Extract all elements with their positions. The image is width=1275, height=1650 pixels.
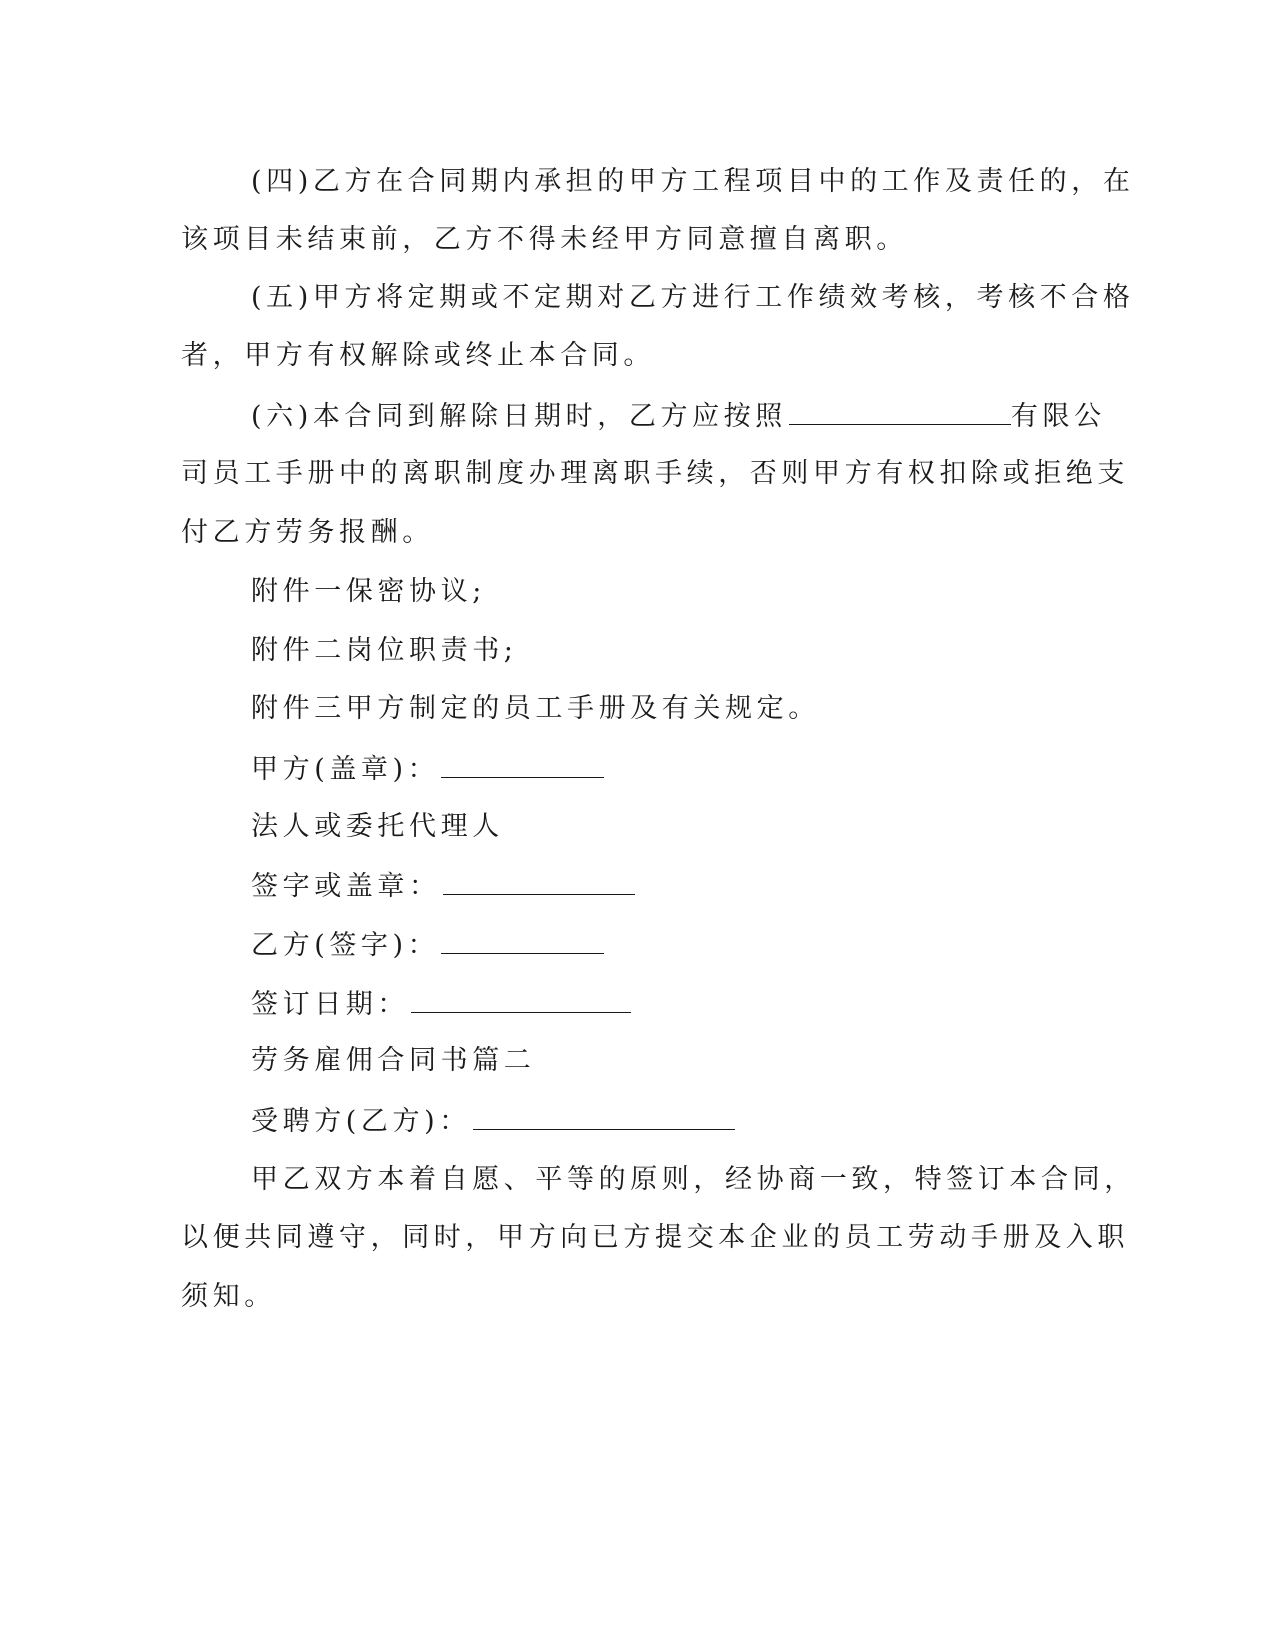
paragraph-6-line-1 [251, 396, 1275, 436]
sign-date-line [251, 984, 1275, 1024]
party-a-seal-blank[interactable] [441, 749, 604, 778]
party-a-label: 甲方(盖章)： [251, 754, 440, 785]
paragraph-4-line-1: (四)乙方在合同期内承担的甲方工程项目中的工作及责任的，在 [251, 166, 1135, 197]
paragraph-6-line-1-text-b: 有限公 [1010, 401, 1106, 432]
legal-representative-label: 法人或委托代理人 [251, 811, 504, 842]
attachment-2: 附件二岗位职责书; [251, 635, 518, 666]
party-b-sign-line [251, 925, 1275, 965]
paragraph-5-line-1: (五)甲方将定期或不定期对乙方进行工作绩效考核，考核不合格 [251, 282, 1135, 313]
employee-blank[interactable] [473, 1101, 735, 1130]
section-2-intro-line-1: 甲乙双方本着自愿、平等的原则，经协商一致，特签订本合同， [251, 1164, 1136, 1195]
paragraph-6-line-3: 付乙方劳务报酬。 [181, 517, 434, 548]
employee-line [251, 1101, 1275, 1141]
attachment-3: 附件三甲方制定的员工手册及有关规定。 [251, 693, 820, 724]
party-b-sign-blank[interactable] [441, 925, 604, 954]
paragraph-6-line-2: 司员工手册中的离职制度办理离职手续，否则甲方有权扣除或拒绝支 [181, 458, 1129, 489]
section-2-intro-line-2: 以便共同遵守，同时，甲方向已方提交本企业的员工劳动手册及入职 [181, 1222, 1129, 1253]
party-b-label: 乙方(签字)： [251, 930, 440, 961]
sign-date-label: 签订日期： [251, 989, 409, 1020]
sign-or-seal-line [251, 866, 1275, 906]
paragraph-5-line-2: 者，甲方有权解除或终止本合同。 [181, 340, 655, 371]
sign-or-seal-label: 签字或盖章： [251, 871, 441, 902]
paragraph-6-line-1-text-a: (六)本合同到解除日期时，乙方应按照 [251, 401, 787, 432]
section-2-heading: 劳务雇佣合同书篇二 [251, 1045, 536, 1076]
section-2-intro-line-3: 须知。 [181, 1281, 276, 1312]
attachment-1: 附件一保密协议; [251, 576, 486, 607]
sign-or-seal-blank[interactable] [443, 866, 635, 895]
company-name-blank[interactable] [789, 396, 1011, 425]
employee-label: 受聘方(乙方)： [251, 1106, 471, 1137]
paragraph-4-line-2: 该项目未结束前，乙方不得未经甲方同意擅自离职。 [181, 224, 908, 255]
sign-date-blank[interactable] [411, 984, 631, 1013]
party-a-seal-line [251, 749, 1275, 789]
